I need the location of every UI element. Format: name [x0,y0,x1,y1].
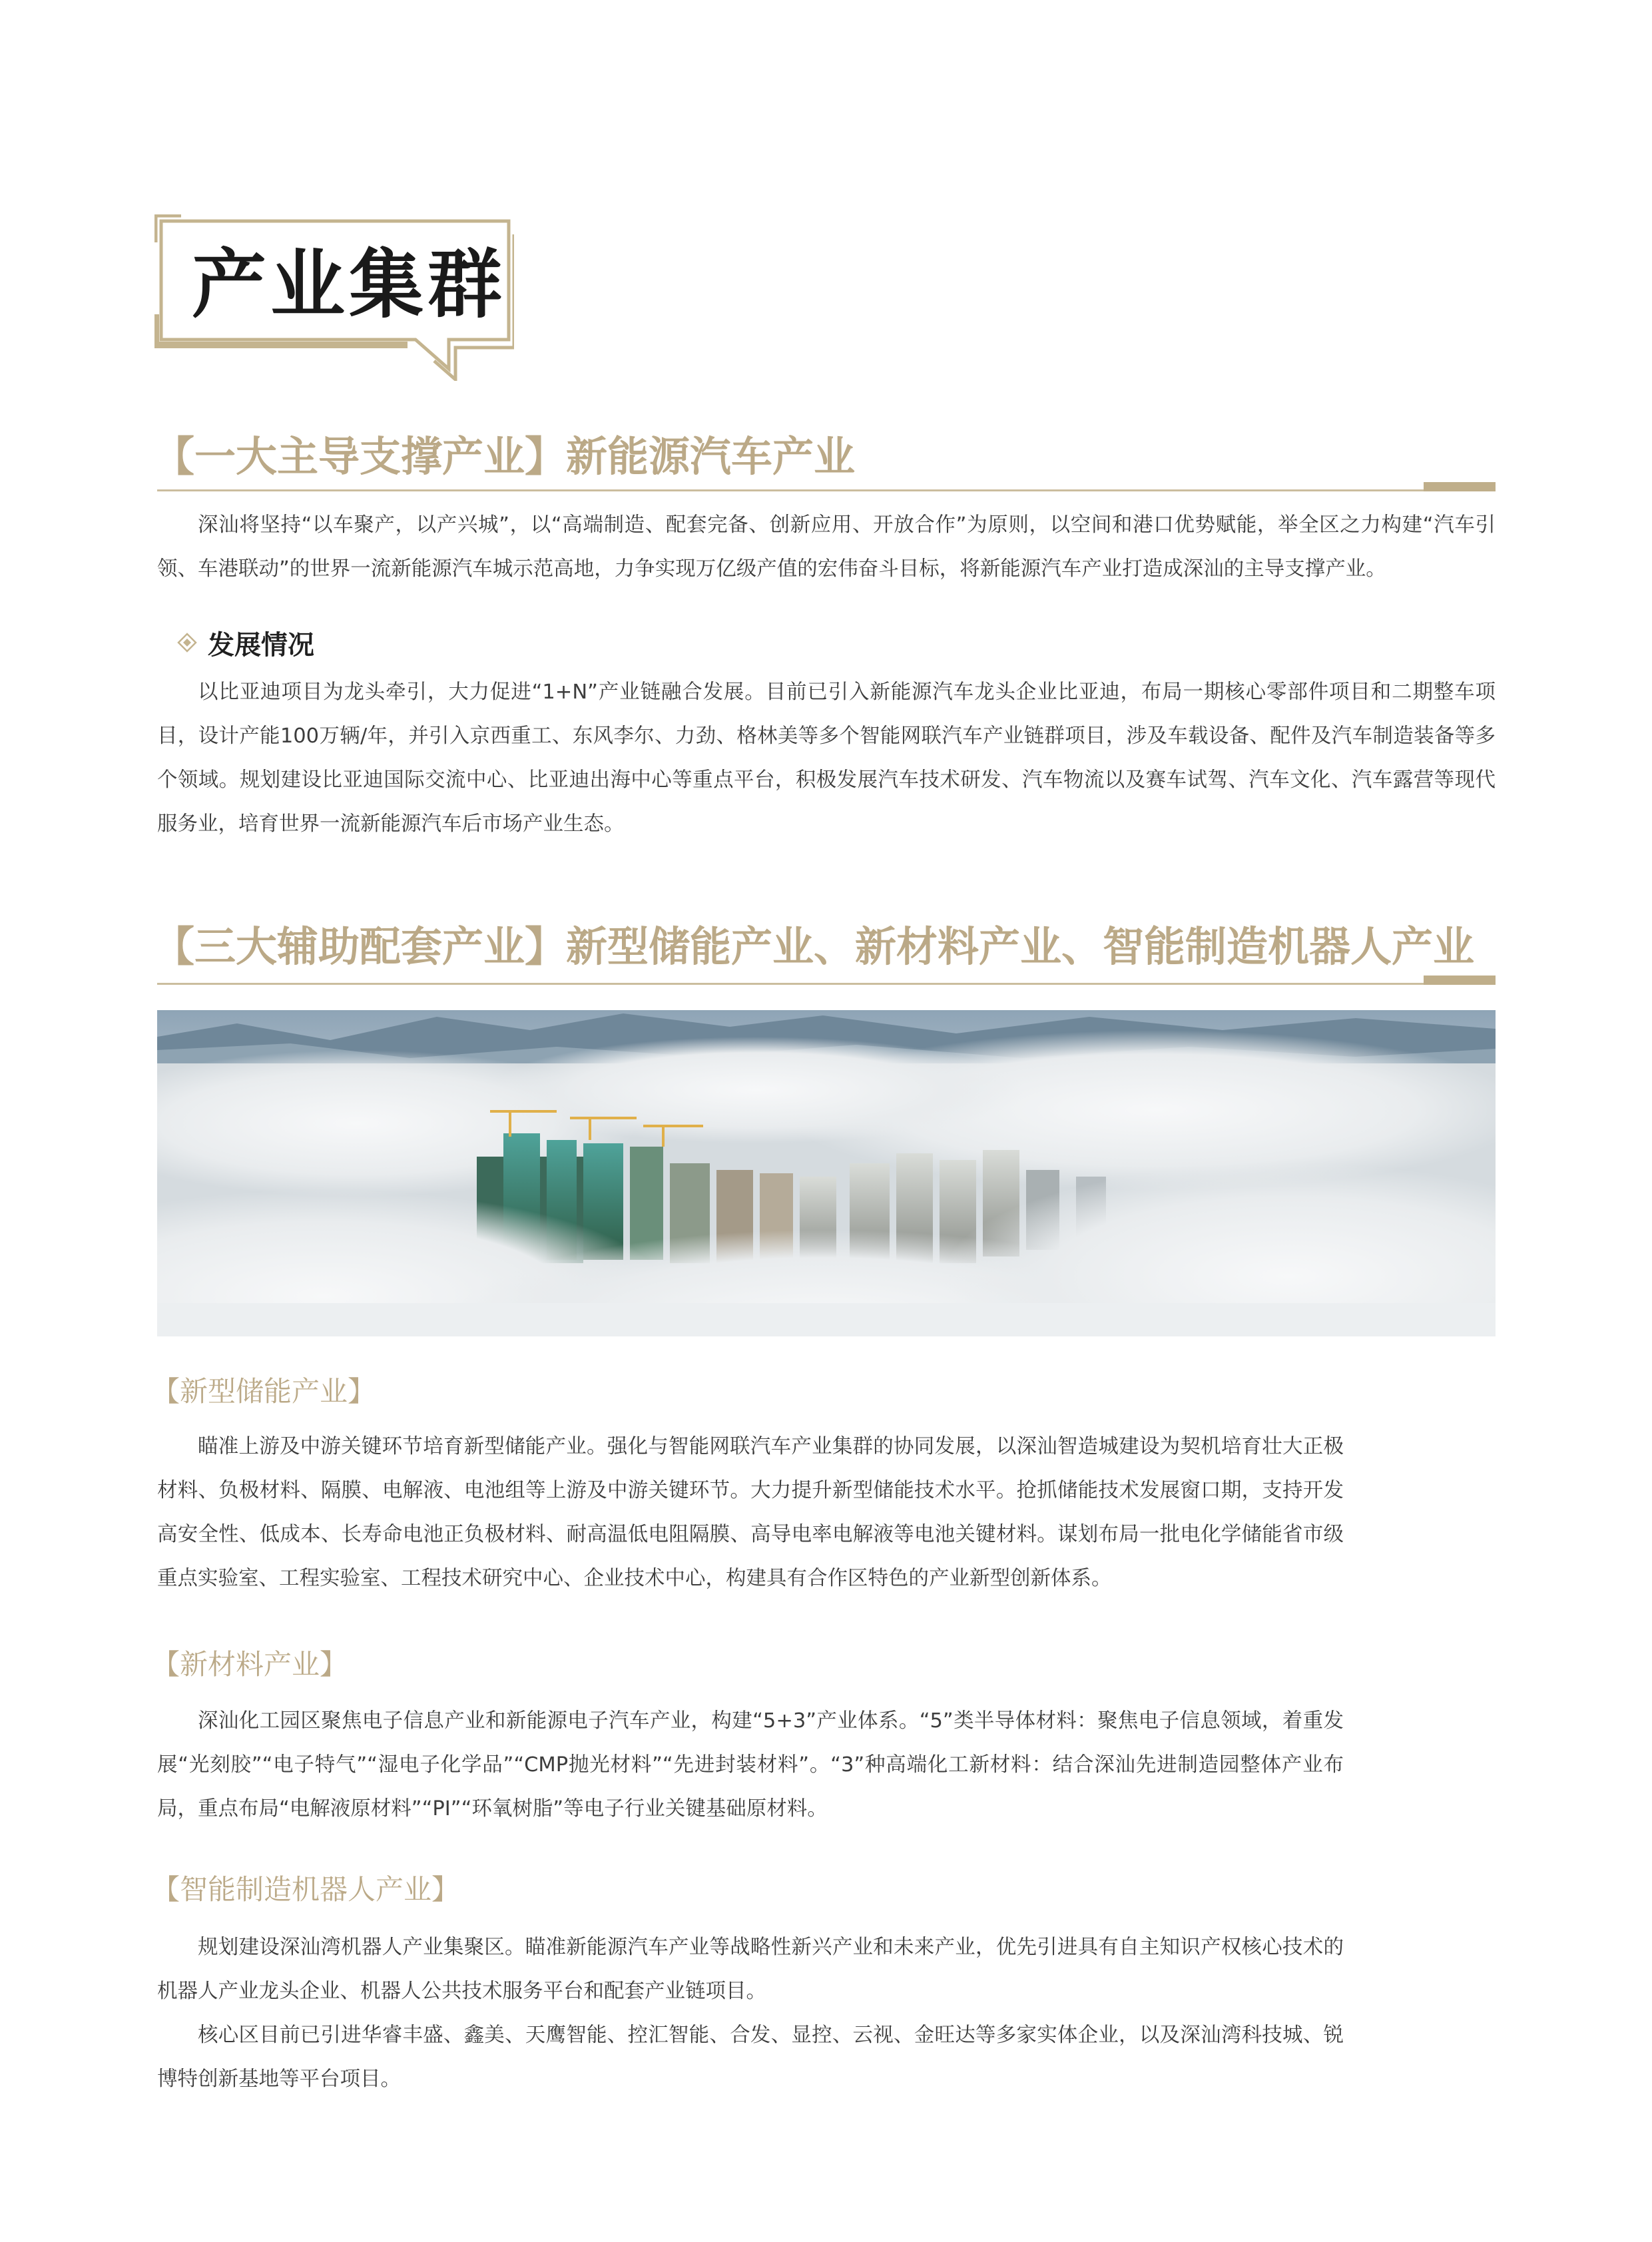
section1-heading: 【一大主导支撑产业】新能源汽车产业 [153,432,856,481]
section1-intro: 深汕将坚持“以车聚产，以产兴城”，以“高端制造、配套完备、创新应用、开放合作”为原则，以空间和港口优势赋能，举全区之力构建“汽车引领、车港联动”的世界一流新能源汽车城示范高地，力争实现万亿级产值的宏伟奋斗目标，将新能源汽车产业打造成深汕的主导支撑产业。 [157,513,1496,581]
new-materials-heading: 【新材料产业】 [152,1648,348,1681]
section1-sub-heading: 发展情况 [208,630,314,661]
section1-detail: 以比亚迪项目为龙头牵引，大力促进“1+N”产业链融合发展。目前已引入新能源汽车龙头企业比亚迪，布局一期核心零部件项目和二期整车项目，设计产能100万辆/年，并引入京西重工、东风李尔、力劲、格林美等多个智能网联汽车产业链群项目，涉及车载设备、配件及汽车制造装备等多个领域。规划建设比亚迪国际交流中心、比亚迪出海中心等重点平台，积极发展汽车技术研发、汽车物流以及赛车试驾、汽车文化、汽车露营等现代服务业，培育世界一流新能源汽车后市场产业生态。 [157,681,1496,836]
robotics-text-2: 核心区目前已引进华睿丰盛、鑫美、天鹰智能、控汇智能、合发、显控、云视、金旺达等多家实体企业，以及深汕湾科技城、锐博特创新基地等平台项目。 [157,2024,1344,2091]
section2-rule-accent [1424,976,1496,985]
new-materials-text: 深汕化工园区聚焦电子信息产业和新能源电子汽车产业，构建“5+3”产业体系。“5”类半导体材料：聚焦电子信息领域，着重发展“光刻胶”“电子特气”“湿电子化学品”“CMP抛光材料”“先进封装材料”。“3”种高端化工新材料：结合深汕先进制造园整体产业布局，重点布局“电解液原材料”“PI”“环氧树脂”等电子行业关键基础原材料。 [157,1709,1344,1821]
section1-rule [157,489,1496,491]
section2-heading: 【三大辅助配套产业】新型储能产业、新材料产业、智能制造机器人产业 [153,922,1475,971]
diamond-bullet-icon [177,633,197,653]
page-title: 产业集群 [192,242,506,328]
robotics-text-1: 规划建设深汕湾机器人产业集聚区。瞄准新能源汽车产业等战略性新兴产业和未来产业，优先引进具有自主知识产权核心技术的机器人产业龙头企业、机器人公共技术服务平台和配套产业链项目。 [157,1936,1344,2003]
energy-storage-heading: 【新型储能产业】 [152,1375,376,1408]
section1-rule-accent [1424,482,1496,491]
section2-rule [157,983,1496,985]
robotics-heading: 【智能制造机器人产业】 [152,1873,460,1906]
city-in-clouds-photo [157,1010,1496,1336]
energy-storage-text: 瞄准上游及中游关键环节培育新型储能产业。强化与智能网联汽车产业集群的协同发展，以深汕智造城建设为契机培育壮大正极材料、负极材料、隔膜、电解液、电池组等上游及中游关键环节。大力提升新型储能技术水平。抢抓储能技术发展窗口期，支持开发高安全性、低成本、长寿命电池正负极材料、耐高温低电阻隔膜、高导电率电解液等电池关键材料。谋划布局一批电化学储能省市级重点实验室、工程实验室、工程技术研究中心、企业技术中心，构建具有合作区特色的产业新型创新体系。 [157,1435,1344,1590]
